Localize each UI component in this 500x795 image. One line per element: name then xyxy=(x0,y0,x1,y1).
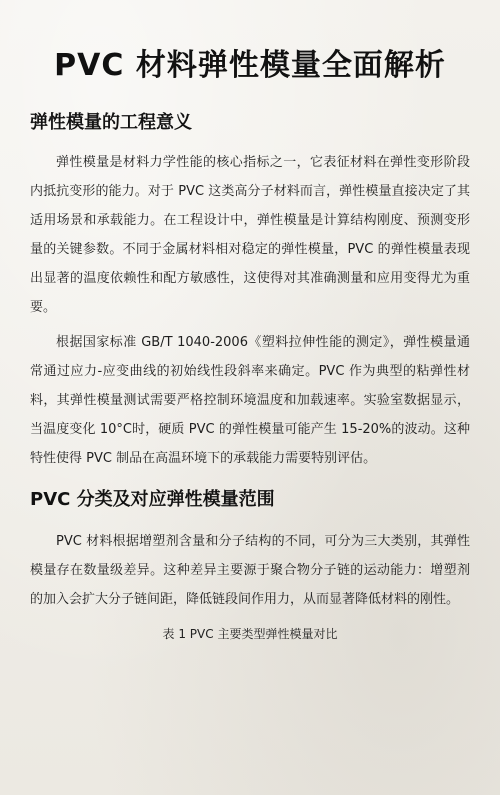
paragraph: 弹性模量是材料力学性能的核心指标之一，它表征材料在弹性变形阶段内抵抗变形的能力。对于 PVC 这类高分子材料而言，弹性模量直接决定了其适用场景和承载能力。在工程设计中，弹性模量是计算结构刚度、预测变形量的关键参数。不同于金属材料相对稳定的弹性模量，PVC 的弹性模量表现出显著的温度依赖性和配方敏感性，这使得对其准确测量和应用变得尤为重要。 xyxy=(30,155,470,315)
page-title: PVC 材料弹性模量全面解析 xyxy=(54,48,446,83)
section-heading-engineering-significance: 弹性模量的工程意义 xyxy=(30,112,192,133)
table-caption: 表 1 PVC 主要类型弹性模量对比 xyxy=(162,627,338,641)
paragraph: 根据国家标准 GB/T 1040-2006《塑料拉伸性能的测定》，弹性模量通常通过应力-应变曲线的初始线性段斜率来确定。PVC 作为典型的粘弹性材料，其弹性模量测试需要严格控制环境温度和加载速率。实验室数据显示，当温度变化 10°C时，硬质 PVC 的弹性模量可能产生 15-20%的波动。这种特性使得 PVC 制品在高温环境下的承载能力需要特别评估。 xyxy=(30,335,470,466)
section-heading-pvc-classification: PVC 分类及对应弹性模量范围 xyxy=(30,489,275,510)
paragraph: PVC 材料根据增塑剂含量和分子结构的不同，可分为三大类别，其弹性模量存在数量级差异。这种差异主要源于聚合物分子链的运动能力：增塑剂的加入会扩大分子链间距，降低链段间作用力，从而显著降低材料的刚性。 xyxy=(30,534,470,607)
